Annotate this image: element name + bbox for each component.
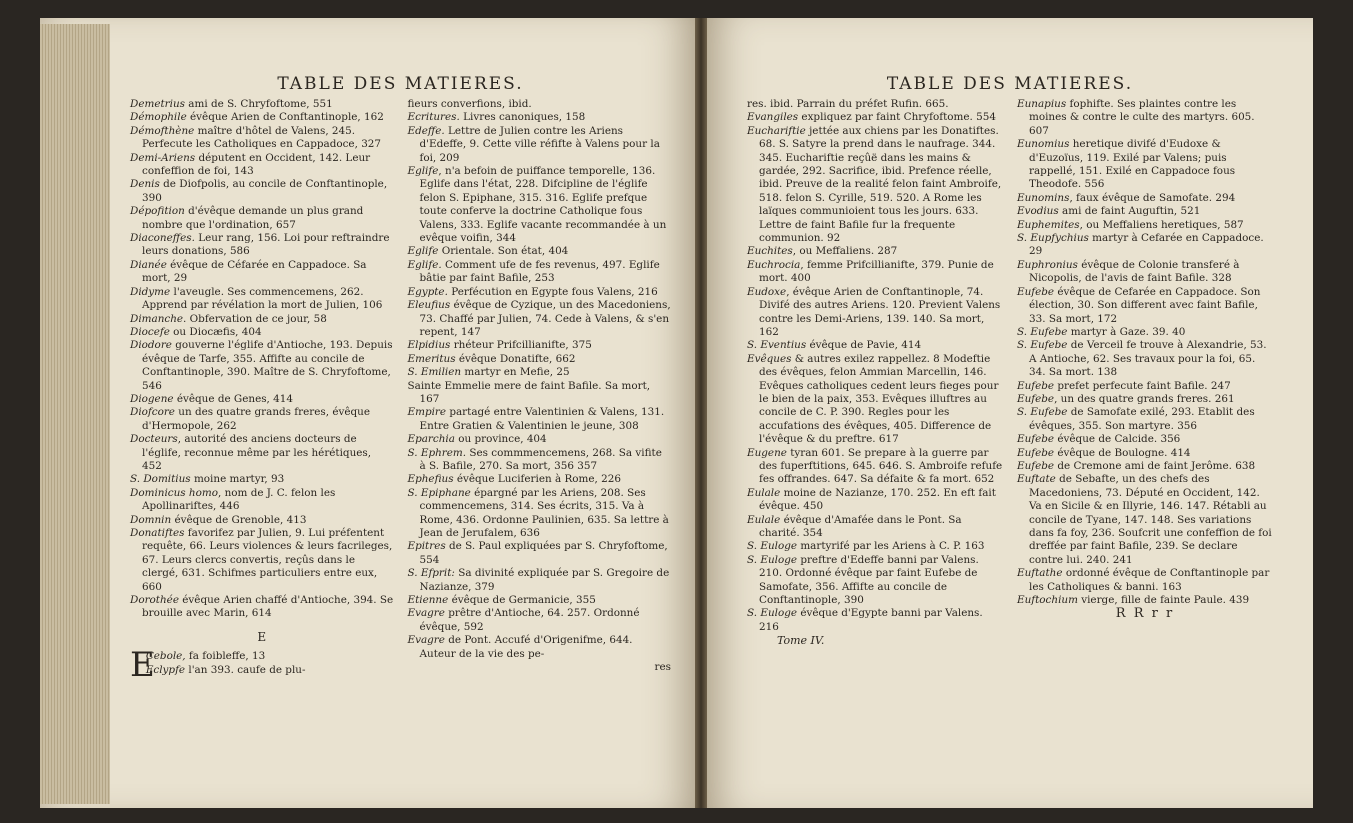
index-entry (130, 232, 394, 259)
entry-headword: S. Domitius (130, 473, 191, 486)
index-entry (130, 205, 394, 232)
entry-headword: Eleufius (407, 299, 451, 312)
entry-text: fa foibleffe, 13 (185, 650, 266, 663)
index-entry (408, 406, 672, 433)
entry-headword: Cebole, (145, 650, 186, 663)
entry-text: Lettre de Julien contre les Ariens d'Edeffe, 9. Cette ville réfifte à Valens pour la foi, 209 (419, 124, 660, 164)
entry-text: évêque de Colonie transferé à Nicopolis, de l'avis de faint Bafile. 328 (1029, 258, 1240, 285)
entry-headword: Eulale (747, 513, 781, 526)
index-entry (130, 664, 394, 677)
index-entry (130, 178, 394, 205)
entry-text: & autres exilez rappellez. 8 Modeftie des évêques, felon Ammian Marcellin, 146. Evêques catholiques cedent leurs fieges pour le bien de la paix, 353. Evêques illuftres au concile de C. P. 390. Regles pour les accufations des évêques, 405. Difference de l'évêque & du preftre. 617 (759, 352, 999, 446)
entry-text: , femme Prifcillianifte, 379. Punie de mort. 400 (759, 258, 994, 285)
entry-headword: Dianée (130, 258, 167, 271)
entry-headword: Dépofition (130, 205, 185, 218)
index-entry (130, 152, 394, 179)
entry-text: évêque de Cefarée en Cappadoce. Son élection, 30. Son different avec faint Bafile, 33. Sa mort, 172 (1029, 285, 1261, 325)
index-entry (1017, 232, 1273, 259)
entry-headword: Ecritures. (407, 111, 460, 124)
entry-headword: Denis (130, 178, 160, 191)
drop-initial: E (130, 645, 155, 686)
entry-text: évêque d'Egypte banni par Valens. 216 (759, 607, 983, 633)
entry-headword: Empire (407, 406, 447, 419)
entry-headword: Ephefius (407, 473, 454, 486)
entry-headword: Diofcore (130, 406, 175, 419)
entry-headword: S. Epiphane (407, 486, 471, 499)
entry-headword: Eunomius (1017, 138, 1070, 151)
index-entry (1017, 339, 1273, 379)
entry-headword: S. Eupfychius (1017, 232, 1089, 245)
section-letter: E (257, 629, 267, 644)
entry-text: Livres canoniques, 158 (459, 111, 586, 124)
entry-headword: Eugene (747, 446, 787, 459)
entry-headword: Demetrius (130, 98, 185, 110)
entry-headword: Diaconeffes. (130, 232, 195, 245)
entry-text: rhéteur Prifcillianifte, 375 (450, 339, 592, 352)
entry-headword: Euchariftie (747, 124, 806, 137)
entry-text: de Samofate exilé, 293. Etablit des évêques, 355. Son martyre. 356 (1029, 406, 1255, 432)
entry-headword: S. Euloge (747, 553, 798, 566)
entry-text: ami de S. Chryfoftome, 551 (184, 98, 333, 110)
entry-headword: Démophile (130, 111, 187, 124)
index-entry (130, 594, 394, 621)
index-entry (747, 554, 1003, 608)
entry-text: épargné par les Ariens, 208. Ses commencemens, 314. Ses écrits, 315. Va à Rome, 436. Ordonne Paulinien, 635. Sa lettre à Jean de Jerufalem, 636 (419, 486, 669, 539)
entry-headword: Epitres (407, 540, 446, 553)
entry-text: tyran 601. Se prepare à la guerre par des fuperftitions, 645. 646. S. Ambroife refufe fes offrandes. 647. Sa défaite & fa mort. 652 (759, 446, 1003, 486)
index-entry (130, 125, 394, 152)
right-page (707, 18, 1313, 808)
entry-text: , autorité des anciens docteurs de l'églife, reconnue même par les hérétiques, 452 (142, 433, 372, 472)
entry-text: res. ibid. Parrain du préfet Rufin. 665. (747, 98, 949, 110)
index-entry (408, 299, 672, 339)
entry-text: Leur rang, 156. Loi pour reftraindre leurs donations, 586 (142, 232, 390, 258)
index-entry (747, 98, 1003, 111)
index-entry (408, 487, 672, 541)
running-head-left: TABLE DES MATIERES. (277, 74, 524, 94)
entry-headword: Eunomins (1017, 191, 1070, 204)
entry-text: ami de faint Auguftin, 521 (1058, 205, 1201, 218)
entry-headword: Démofthène (130, 124, 195, 137)
index-entry (408, 98, 672, 111)
entry-text: gouverne l'églife d'Antioche, 193. Depuis évêque de Tarfe, 355. Affifte au concile de Conftantinople, 390. Maître de S. Chryfoftome, 546 (142, 339, 393, 392)
entry-text: évêque de Céfarée en Cappadoce. Sa mort, 29 (142, 258, 367, 285)
index-entry (747, 514, 1003, 541)
entry-text: évêque de Grenoble, 413 (171, 513, 307, 526)
index-entry (408, 594, 672, 607)
entry-headword: Edeffe. (407, 124, 445, 137)
entry-text: martyr à Gaze. 39. 40 (1067, 325, 1186, 338)
entry-text: moine martyr, 93 (190, 473, 285, 486)
entry-headword: Euftate (1017, 473, 1056, 486)
entry-headword: Dimanche. (130, 312, 187, 325)
entry-text: d'évêque demande un plus grand nombre que l'ordination, 657 (142, 205, 364, 231)
index-entry (1017, 259, 1273, 286)
index-entry (747, 540, 1003, 553)
entry-text: de Verceil fe trouve à Alexandrie, 53. A Antioche, 62. Ses travaux pour la foi, 65. 34. Sa mort. 138 (1029, 339, 1267, 379)
entry-text: jettée aux chiens par les Donatiftes. 68. S. Satyre la prend dans le naufrage. 344. 345. Euchariftie reçûë dans les mains & gardée, 292. Sacrifice, ibid. Prefence réelle, ibid. Preuve de la realité felon faint Ambroife, 518. felon S. Cyrille, 519. 520. A Rome les laïques communioient tous les jours. 633. Lettre de faint Bafile fur la frequente communion. 92 (759, 124, 1002, 245)
index-entry (747, 487, 1003, 514)
entry-text: de S. Paul expliquées par S. Chryfoftome, 554 (419, 540, 668, 566)
entry-text: évêque d'Amafée dans le Pont. Sa charité. 354 (759, 513, 962, 539)
entry-headword: Evêques (747, 352, 792, 365)
entry-text: favorifez par Julien, 9. Lui préfentent requête, 66. Leurs violences & leurs facrileges, 67. Leurs clercs convertis, reçûs dans le clergé, 631. Schifmes particuliers entre eux, 660 (142, 527, 393, 593)
entry-text: vierge, fille de fainte Paule. 439 (1077, 594, 1250, 607)
index-entry (130, 473, 394, 486)
index-entry (130, 487, 394, 514)
entry-text: prêtre d'Antioche, 64. 257. Ordonné évêque, 592 (419, 607, 640, 633)
running-head-right: TABLE DES MATIERES. (886, 74, 1134, 94)
entry-text: évêque de Calcide. 356 (1054, 433, 1181, 446)
entry-headword: Euftochium (1017, 594, 1078, 607)
index-entry (130, 406, 394, 433)
index-entry (130, 313, 394, 326)
catchword: res (654, 661, 671, 674)
entry-text: ou province, 404 (454, 433, 547, 446)
index-entry (747, 286, 1003, 340)
entry-headword: Egypte. (407, 285, 448, 298)
left-col-2 (408, 98, 672, 680)
index-entry (130, 98, 394, 111)
index-entry (408, 447, 672, 474)
entry-headword: Diodore (130, 339, 172, 352)
entry-headword: Eglife (407, 165, 439, 178)
index-entry (130, 650, 394, 663)
index-entry (1017, 98, 1273, 138)
entry-text: heretique divifé d'Eudoxe & d'Euzoïus, 119. Exilé par Valens; puis rappellé, 151. Exilé en Cappadoce fous Theodofe. 556 (1029, 138, 1236, 191)
index-entry (408, 111, 672, 124)
signature-mark: R R r r (1115, 606, 1175, 622)
entry-text: , nom de J. C. felon les Apollinariftes, 446 (142, 486, 336, 513)
entry-headword: Evagre (407, 607, 445, 620)
index-entry (408, 259, 672, 286)
entry-text: partagé entre Valentinien & Valens, 131. Entre Gratien & Valentinien le jeune, 308 (419, 406, 665, 432)
entry-headword: Eclypfe (145, 663, 186, 676)
entry-text: ordonné évêque de Conftantinople par les Catholiques & banni. 163 (1029, 567, 1270, 593)
entry-text: Sainte Emmelie mere de faint Bafile. Sa mort, 167 (407, 379, 651, 405)
entry-headword: S. Eufebe (1017, 325, 1068, 338)
entry-headword: Euphemites (1017, 218, 1080, 231)
entry-headword: Dorothée (130, 594, 179, 607)
index-entry (408, 165, 672, 245)
entry-headword: Domnin (130, 513, 172, 526)
entry-headword: S. Emilien (407, 366, 462, 379)
entry-headword: Eufebe (1017, 392, 1055, 405)
entry-headword: Diocefe (130, 325, 170, 338)
entry-text: fophifte. Ses plaintes contre les moines & contre le culte des martyrs. 605. 607 (1029, 98, 1255, 137)
volume-label: Tome IV. (777, 634, 825, 648)
index-entry (130, 286, 394, 313)
entry-headword: S. Eufebe (1017, 406, 1068, 419)
entry-text: de Cremone ami de faint Jerôme. 638 (1054, 459, 1256, 472)
entry-headword: Eglife (407, 245, 439, 258)
entry-text: de Pont. Accufé d'Origenifme, 644. Auteur de la vie des pe- (419, 634, 633, 660)
index-entry (408, 366, 672, 379)
entry-text: , évêque Arien de Conftantinople, 74. Divifé des autres Ariens. 120. Previent Valens contre les Demi-Ariens, 139. 140. Sa mort, 162 (759, 285, 1001, 338)
entry-text: expliquez par faint Chryfoftome. 554 (798, 111, 996, 124)
entry-headword: Elpidius (407, 339, 451, 352)
entry-headword: Eglife. (407, 258, 442, 271)
index-entry (747, 447, 1003, 487)
index-entry (747, 259, 1003, 286)
index-entry (408, 540, 672, 567)
index-entry (747, 245, 1003, 258)
index-entry (130, 393, 394, 406)
index-entry (1017, 393, 1273, 406)
index-entry (1017, 567, 1273, 594)
entry-headword: S. Ephrem. (407, 446, 467, 459)
entry-text: Obfervation de ce jour, 58 (186, 312, 327, 325)
index-entry (1017, 447, 1273, 460)
left-page (40, 18, 695, 808)
entry-headword: Euftathe (1017, 567, 1063, 580)
index-entry (1017, 406, 1273, 433)
entry-text: Sa divinité expliquée par S. Gregoire de Nazianze, 379 (419, 567, 670, 593)
index-entry (408, 286, 672, 299)
entry-headword: S. Eufebe (1017, 339, 1068, 352)
left-col-1 (130, 98, 394, 686)
entry-headword: Eudoxe (747, 285, 787, 298)
entry-headword: S. Eventius (747, 339, 807, 352)
index-entry (1017, 460, 1273, 473)
entry-text: , ou Meffaliens. 287 (792, 245, 898, 258)
entry-text: évêque Arien chaffé d'Antioche, 394. Se brouille avec Marin, 614 (142, 594, 394, 620)
page-edges (40, 24, 110, 804)
entry-text: évêque de Genes, 414 (173, 392, 293, 405)
entry-text: évêque Donatifte, 662 (455, 352, 576, 365)
entry-text: de Diofpolis, au concile de Conftantinople, 390 (142, 178, 388, 204)
index-entry (408, 339, 672, 352)
index-entry (130, 339, 394, 393)
entry-text: évêque de Cyzique, un des Macedoniens, 73. Chaffé par Julien, 74. Cede à Valens, & s'en repent, 147 (419, 299, 671, 338)
index-entry (1017, 138, 1273, 192)
index-entry (1017, 380, 1273, 393)
index-entry (130, 433, 394, 473)
entry-text: preftre d'Edeffe banni par Valens. 210. Ordonné évêque par faint Eufebe de Samofate, 356. Affifte au concile de Conftantinople, 390 (759, 553, 979, 607)
index-entry (408, 353, 672, 366)
entry-headword: Emeritus (407, 352, 456, 365)
entry-headword: Evangiles (747, 111, 799, 124)
index-entry (1017, 473, 1273, 567)
entry-text: martyr en Mefie, 25 (461, 366, 570, 379)
entry-headword: Docteurs (130, 433, 178, 446)
entry-text: martyrifé par les Ariens à C. P. 163 (797, 540, 985, 553)
index-entry (1017, 286, 1273, 326)
entry-text: , ou Meffaliens heretiques, 587 (1079, 218, 1244, 231)
entry-text: de Sebafte, un des chefs des Macedoniens, 73. Député en Occident, 142. Va en Sicile & en Illyrie, 146. 147. Rétabli au concile de Tyane, 147. 148. Ses variations dans fa foy, 236. Soufcrit une confeffion de foi dreffée par faint Bafile, 239. Se declare contre lui. 240. 241 (1029, 473, 1272, 566)
entry-headword: Evodius (1017, 205, 1059, 218)
index-entry (1017, 219, 1273, 232)
index-entry (747, 607, 1003, 634)
entry-text: moine de Nazianze, 170. 252. En eft fait évêque. 450 (759, 486, 996, 513)
entry-text: Perfécution en Egypte fous Valens, 216 (447, 285, 658, 298)
entry-headword: Eparchia (407, 433, 455, 446)
gutter (695, 18, 707, 808)
entry-headword: Etienne (407, 594, 449, 607)
entry-headword: S. Efprit: (407, 567, 455, 580)
index-entry (408, 634, 672, 661)
index-entry (130, 527, 394, 594)
right-col-1 (747, 98, 1003, 648)
entry-text: prefet perfecute faint Bafile. 247 (1054, 379, 1231, 392)
entry-text: , n'a befoin de puiffance temporelle, 136. Eglife dans l'état, 228. Difcipline de l'églife felon S. Epiphane, 315. 316. Eglife prefque toute conferve la doctrine Catholique fous Valens, 333. Eglife vacante recommandée à un evêque voifin, 344 (419, 165, 667, 245)
index-entry (408, 473, 672, 486)
entry-text: évêque Luciferien à Rome, 226 (453, 473, 621, 486)
entry-text: martyr à Cefarée en Cappadoce. 29 (1029, 232, 1264, 258)
index-entry (1017, 192, 1273, 205)
entry-headword: Didyme (130, 285, 171, 298)
entry-headword: Eufebe (1017, 459, 1055, 472)
index-entry (747, 339, 1003, 352)
entry-text: l'an 393. caufe de plu- (185, 663, 306, 676)
entry-headword: Eufebe (1017, 379, 1055, 392)
index-entry (1017, 433, 1273, 446)
entry-text: un des quatre grands freres, évêque d'Hermopole, 262 (142, 406, 370, 432)
index-entry (408, 433, 672, 446)
entry-headword: Dominicus homo (130, 486, 218, 499)
index-entry (130, 259, 394, 286)
entry-text: évêque de Germanicie, 355 (448, 594, 596, 607)
entry-text: , faux évêque de Samofate. 294 (1069, 191, 1236, 204)
entry-text: évêque Arien de Conftantinople, 162 (186, 111, 384, 124)
index-entry (408, 380, 672, 407)
entry-text: l'aveugle. Ses commencemens, 262. Apprend par révélation la mort de Julien, 106 (142, 285, 383, 312)
entry-headword: Eulale (747, 486, 781, 499)
index-entry (1017, 594, 1273, 607)
index-entry (408, 245, 672, 258)
entry-text: maître d'hôtel de Valens, 245. Perfecute les Catholiques en Cappadoce, 327 (142, 124, 382, 151)
index-entry (1017, 326, 1273, 339)
entry-headword: Euchites (747, 245, 793, 258)
entry-headword: Eufebe (1017, 285, 1055, 298)
index-entry (130, 514, 394, 527)
index-entry (408, 607, 672, 634)
index-entry (747, 353, 1003, 447)
entry-headword: Donatiftes (130, 527, 185, 539)
index-entry (130, 111, 394, 124)
entry-headword: Demi-Ariens (130, 151, 196, 164)
entry-text: évêque de Pavie, 414 (806, 339, 922, 352)
index-entry (130, 326, 394, 339)
entry-text: Orientale. Son état, 404 (438, 245, 569, 258)
entry-headword: Eunapius (1017, 98, 1067, 110)
entry-text: Comment ufe de fes revenus, 497. Eglife bâtie par faint Bafile, 253 (419, 258, 660, 285)
open-book (40, 18, 1313, 808)
index-entry (747, 111, 1003, 124)
entry-headword: S. Euloge (747, 607, 798, 620)
entry-text: , un des quatre grands freres. 261 (1054, 392, 1235, 405)
index-entry (408, 125, 672, 165)
entry-text: fieurs converfions, ibid. (407, 98, 532, 110)
entry-headword: Euphronius (1017, 258, 1078, 271)
entry-text: évêque de Boulogne. 414 (1054, 446, 1191, 459)
entry-headword: S. Euloge (747, 540, 798, 553)
index-entry (747, 125, 1003, 246)
entry-text: députent en Occident, 142. Leur confeffion de foi, 143 (142, 151, 371, 178)
entry-headword: Eufebe (1017, 446, 1055, 459)
right-col-2 (1017, 98, 1273, 648)
entry-headword: Diogene (130, 392, 174, 405)
entry-headword: Euchrocia (747, 258, 801, 271)
index-entry (1017, 205, 1273, 218)
index-entry (408, 567, 672, 594)
entry-headword: Eufebe (1017, 433, 1055, 446)
entry-text: Ses commmencemens, 268. Sa vifite à S. Bafile, 270. Sa mort, 356 357 (419, 446, 662, 472)
entry-text: ou Diocæfis, 404 (169, 325, 262, 338)
entry-headword: Evagre (407, 634, 445, 647)
